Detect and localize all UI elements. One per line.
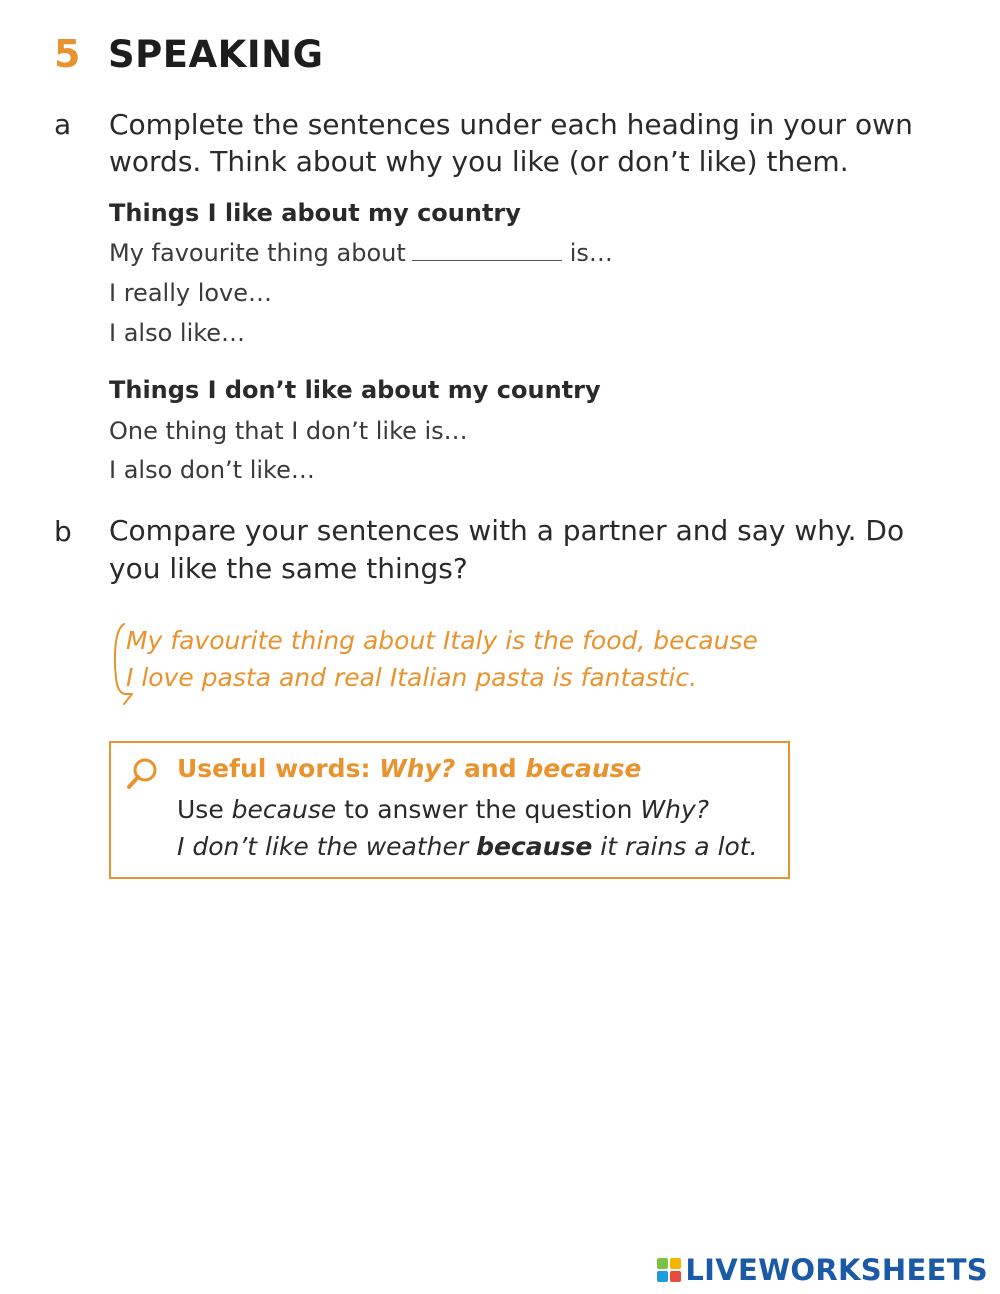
dislikes-prompt-2: I also don’t like… [109,456,315,484]
example-text [126,622,758,696]
likes-prompt-2: I really love… [109,279,273,307]
example-line-2: I love pasta and real Italian pasta is fantastic. [126,663,698,692]
useful-words-line-1 [177,795,709,824]
part-a-letter: a [54,108,72,141]
liveworksheets-logo-icon [657,1258,681,1282]
example-speech [110,620,810,710]
magnifier-icon [125,756,161,792]
logo-square-green [657,1258,668,1269]
likes-heading: Things I like about my country [109,199,521,227]
section-number: 5 [54,32,81,76]
part-b-letter: b [54,515,72,548]
part-a-instruction-line1: Complete the sentences under each heading in your own [109,108,913,141]
likes-prompt-1-start: My favourite thing about [109,239,406,267]
useful-words-line-2 [177,832,758,861]
dislikes-heading: Things I don’t like about my country [109,376,601,404]
likes-prompt-1-end: is… [569,239,613,267]
useful-title-start: Useful words: [177,754,380,783]
part-b-instruction-line2: you like the same things? [109,552,468,585]
useful-line1-why: Why? [640,795,710,824]
useful-line1-middle: to answer the question [336,795,641,824]
useful-words-title [177,754,642,783]
answer-blank[interactable] [412,260,562,261]
useful-title-and: and [455,754,526,783]
example-line-1: My favourite thing about Italy is the food, because [126,626,758,655]
useful-line2-end: it rains a lot. [592,832,758,861]
useful-line2-start: I don’t like the weather [177,832,477,861]
part-b-instruction-line1: Compare your sentences with a partner and say why. Do [109,514,905,547]
section-header [54,32,323,76]
useful-line2-because: because [476,832,593,861]
useful-words-box [109,741,790,879]
likes-prompt-3: I also like… [109,319,246,347]
brand-name: LIVEWORKSHEETS [685,1253,988,1287]
logo-square-red [670,1271,681,1282]
section-title: SPEAKING [108,33,324,76]
logo-square-yellow [670,1258,681,1269]
useful-title-why: Why? [379,754,456,783]
brand-watermark[interactable] [657,1253,988,1287]
dislikes-prompt-1: One thing that I don’t like is… [109,417,468,445]
useful-line1-start: Use [177,795,232,824]
logo-square-blue [657,1271,668,1282]
part-a-instruction-line2: words. Think about why you like (or don’t like) them. [109,145,849,178]
useful-title-because: because [525,754,642,783]
useful-line1-because: because [231,795,337,824]
likes-prompt-1 [109,239,613,267]
